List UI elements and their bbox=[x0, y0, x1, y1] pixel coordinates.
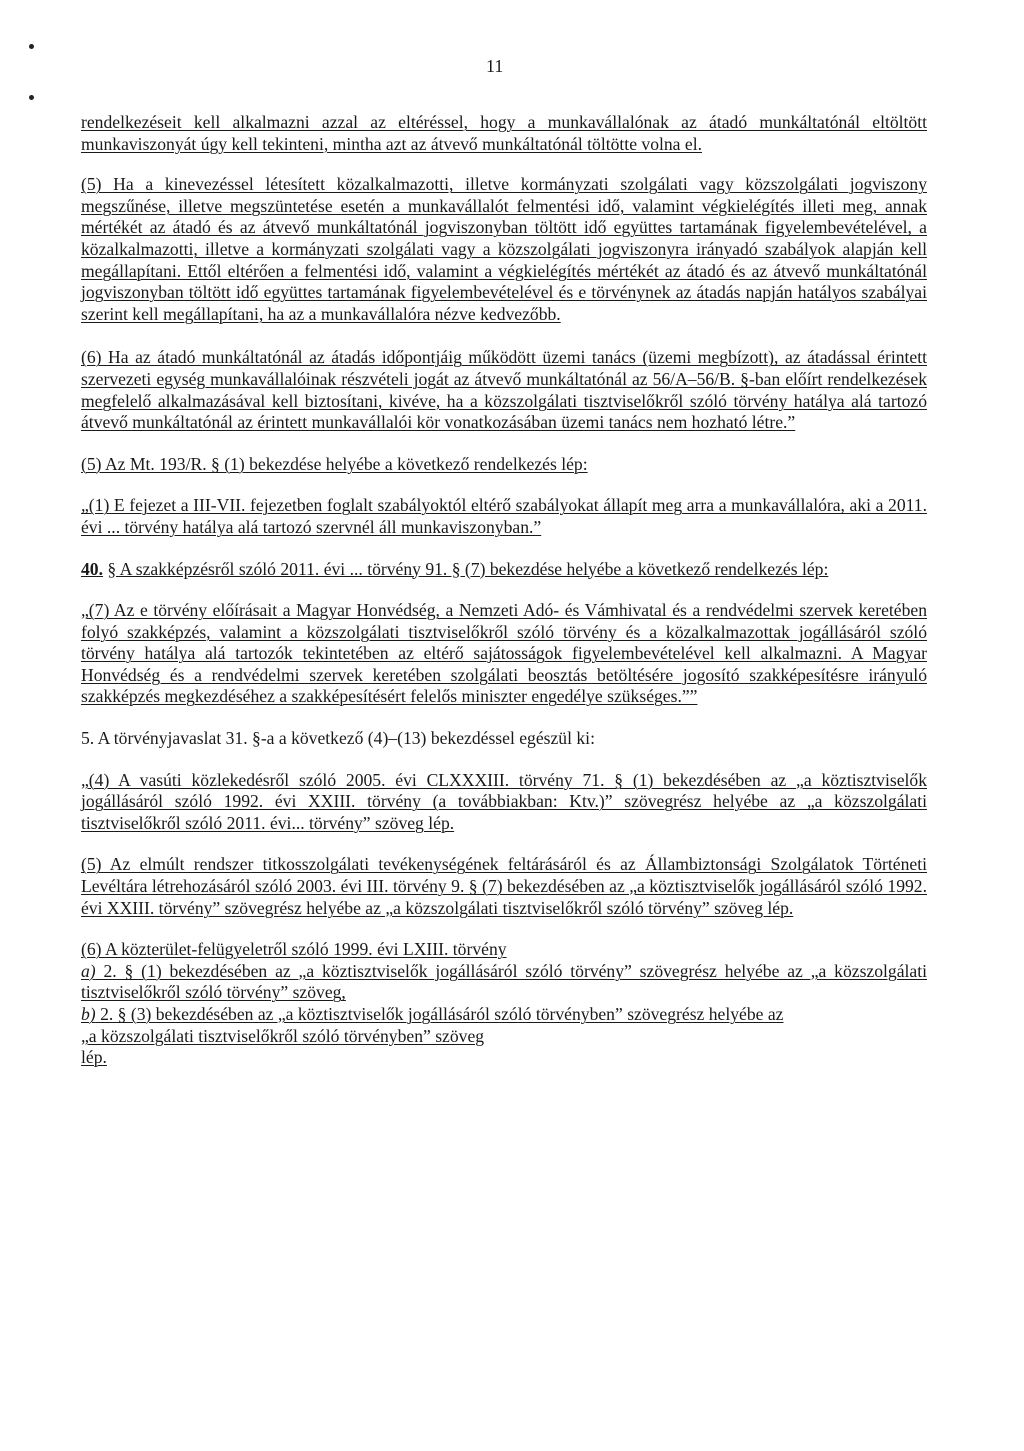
paragraph-quote-6 bbox=[81, 939, 927, 1069]
paragraph-amendment-5: 5. A törvényjavaslat 31. §-a a következő (4)–(13) bekezdéssel egészül ki: bbox=[81, 728, 595, 749]
paragraph-continuation: rendelkezéseit kell alkalmazni azzal az eltéréssel, hogy a munkavállalónak az átadó munkáltatónál eltöltött munkaviszonyát úgy kell tekinteni, mintha azt az átvevő munkáltatónál töltötte volna el. bbox=[81, 112, 927, 154]
item-b bbox=[81, 1004, 927, 1026]
item-a-text: 2. § (1) bekezdésében az „a köztisztviselők jogállásáról szóló törvény” szövegrész helyébe az „a közszolgálati tisztviselőkről szóló törvény” szöveg, bbox=[81, 960, 927, 1003]
item-b-text-1: 2. § (3) bekezdésében az „a köztisztviselők jogállásáról szóló törvényben” szövegrész helyébe az bbox=[100, 1004, 784, 1024]
paragraph-quote-7: „(7) Az e törvény előírásait a Magyar Honvédség, a Nemzeti Adó- és Vámhivatal és a rendvédelmi szervek keretében folyó szakképzés, valamint a közszolgálati tisztviselőkről szóló törvény és a közalkalmazottak jogállásáról szóló törvény hatálya alá tartozók tekintetében az eltérő sajátosságok figyelembevételével kell alkalmazni. A Magyar Honvédség és a rendvédelmi szervek keretében szolgálati beosztás betöltésére jogosító szakképesítésre irányuló szakképzés megkezdéséhez a szakképesítésért felelős miniszter engedélye szükséges.”” bbox=[81, 600, 927, 707]
paragraph-quote-1: „(1) E fejezet a III-VII. fejezetben foglalt szabályoktól eltérő szabályokat állapít meg arra a munkavállalóra, aki a 2011. évi ... törvény hatálya alá tartozó szervnél áll munkaviszonyban.” bbox=[81, 495, 927, 537]
page-number: 11 bbox=[486, 56, 504, 76]
scan-mark bbox=[29, 44, 34, 49]
paragraph-quote-4: „(4) A vasúti közlekedésről szóló 2005. évi CLXXXIII. törvény 71. § (1) bekezdésében az „a köztisztviselők jogállásáról szóló 1992. évi XXIII. törvény (a továbbiakban: Ktv.)” szövegrész helyébe az „a közszolgálati tisztviselőkről szóló 2011. évi... törvény” szöveg lép. bbox=[81, 769, 927, 833]
paragraph-mt-193r: (5) Az Mt. 193/R. § (1) bekezdése helyébe a következő rendelkezés lép: bbox=[81, 453, 588, 474]
section-number: 40. bbox=[81, 558, 103, 579]
document-body bbox=[81, 112, 927, 1069]
item-a bbox=[81, 961, 927, 1004]
item-b-text-3: lép. bbox=[81, 1047, 107, 1068]
paragraph-40 bbox=[81, 559, 927, 581]
scan-mark bbox=[29, 95, 34, 100]
item-b-label: b) bbox=[81, 1004, 96, 1024]
item-b-text-2: „a közszolgálati tisztviselőkről szóló törvényben” szöveg bbox=[81, 1025, 485, 1046]
item-a-label: a) bbox=[81, 960, 96, 981]
section-40-text: § A szakképzésről szóló 2011. évi ... törvény 91. § (7) bekezdése helyébe a következő rendelkezés lép: bbox=[107, 558, 829, 579]
paragraph-quote-5: (5) Az elmúlt rendszer titkosszolgálati tevékenységének feltárásáról és az Állambiztonsági Szolgálatok Történeti Levéltára létrehozásáról szóló 2003. évi III. törvény 9. § (7) bekezdésében az „a köztisztviselők jogállásáról szóló 1992. évi XXIII. törvény” szövegrész helyébe az „a közszolgálati tisztviselőkről szóló törvény” szöveg lép. bbox=[81, 854, 927, 918]
paragraph-6: (6) Ha az átadó munkáltatónál az átadás időpontjáig működött üzemi tanács (üzemi megbízott), az átadással érintett szervezeti egység munkavállalóinak részvételi jogát az átvevő munkáltatónál az 56/A–56/B. §-ban előírt rendelkezések megfelelő alkalmazásával kell biztosítani, kivéve, ha a közszolgálati tisztviselőkről szóló törvény hatálya alá tartozó átvevő munkáltatónál az érintett munkavállalói kör vonatkozásában üzemi tanács nem hozható létre.” bbox=[81, 347, 927, 433]
paragraph-5: (5) Ha a kinevezéssel létesített közalkalmazotti, illetve kormányzati szolgálati vagy közszolgálati jogviszony megszűnése, illetve megszüntetése esetén a munkavállalót felmentési idő, valamint végkielégítés illeti meg, annak mértékét az átadó és az átvevő munkáltatónál jogviszonyban töltött idő együttes tartamának figyelembevételével, a közalkalmazotti, illetve a kormányzati szolgálati vagy a közszolgálati jogviszonyra irányadó szabályok alapján kell megállapítani. Ettől eltérően a felmentési idő, valamint a végkielégítés mértékét az átadó és az átvevő munkáltatónál jogviszonyban töltött idő együttes tartamának figyelembevételével és e törvénynek az átadás napján hatályos szabályai szerint kell megállapítani, ha az a munkavállalóra nézve kedvezőbb. bbox=[81, 174, 927, 324]
paragraph-6-intro: (6) A közterület-felügyeletről szóló 1999. évi LXIII. törvény bbox=[81, 939, 507, 960]
